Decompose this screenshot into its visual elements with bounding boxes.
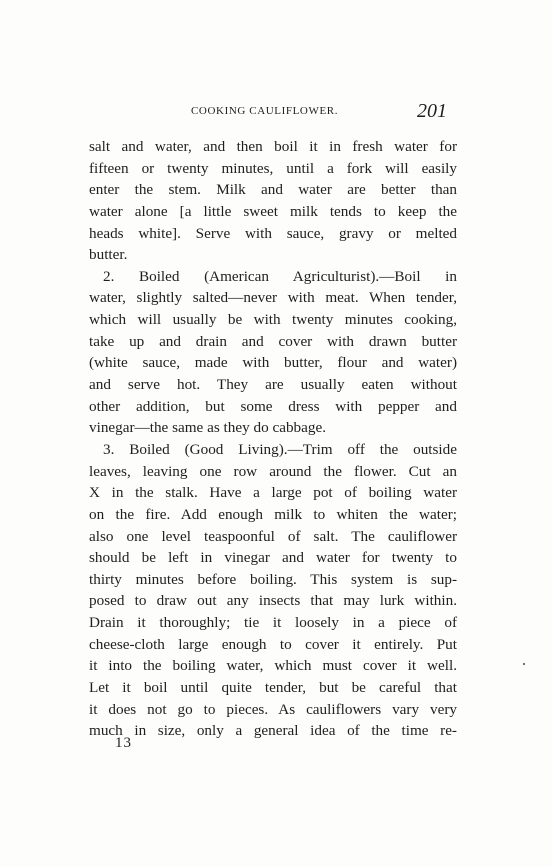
text-line: also one level teaspoonful of salt. The cauliflower (89, 527, 457, 545)
text-line: other addition, but some dress with pepper and (89, 397, 457, 415)
text-line: 3. Boiled (Good Living).—Trim off the outside (103, 440, 457, 458)
text-line: (white sauce, made with butter, flour and water) (89, 354, 457, 372)
text-line: vinegar—the same as they do cabbage. (89, 419, 327, 437)
text-line: which will usually be with twenty minutes cooking, (89, 311, 457, 329)
text-line: water, slightly salted—never with meat. When tender, (89, 289, 457, 307)
text-line: enter the stem. Milk and water are better than (89, 181, 457, 199)
text-line: salt and water, and then boil it in fresh water for (89, 138, 457, 155)
text-line: on the fire. Add enough milk to whiten the water; (89, 505, 457, 523)
text-line: it into the boiling water, which must cover it well. (89, 657, 457, 675)
text-line: and serve hot. They are usually eaten without (89, 376, 457, 394)
ink-speck (523, 663, 525, 665)
text-line: it does not go to pieces. As cauliflowers vary very (89, 700, 457, 718)
running-title: COOKING CAULIFLOWER. (191, 105, 339, 117)
page-header (89, 100, 457, 122)
text-line: thirty minutes before boiling. This system is sup- (89, 570, 457, 588)
text-line: should be left in vinegar and water for twenty to (89, 549, 457, 567)
text-line: X in the stalk. Have a large pot of boiling water (89, 484, 457, 502)
text-line: 2. Boiled (American Agriculturist).—Boil in (103, 267, 457, 285)
text-line: butter. (89, 246, 128, 264)
text-line: Drain it thoroughly; tie it loosely in a piece of (89, 614, 457, 632)
text-line: cheese-cloth large enough to cover it entirely. Put (89, 635, 457, 653)
text-line: leaves, leaving one row around the flower. Cut an (89, 462, 457, 480)
text-line: posed to draw out any insects that may lurk within. (89, 592, 457, 610)
body-text (89, 136, 457, 742)
text-line: water alone [a little sweet milk tends to keep the (89, 202, 457, 220)
text-line: Let it boil until quite tender, but be careful that (89, 679, 457, 697)
text-line: much in size, only a general idea of the time re- (89, 722, 457, 740)
text-line: take up and drain and cover with drawn butter (89, 332, 457, 350)
signature-mark: 13 (115, 735, 132, 751)
page-number: 201 (417, 100, 447, 122)
text-line: fifteen or twenty minutes, until a fork will easily (89, 159, 457, 177)
text-line: heads white]. Serve with sauce, gravy or melted (89, 224, 457, 242)
